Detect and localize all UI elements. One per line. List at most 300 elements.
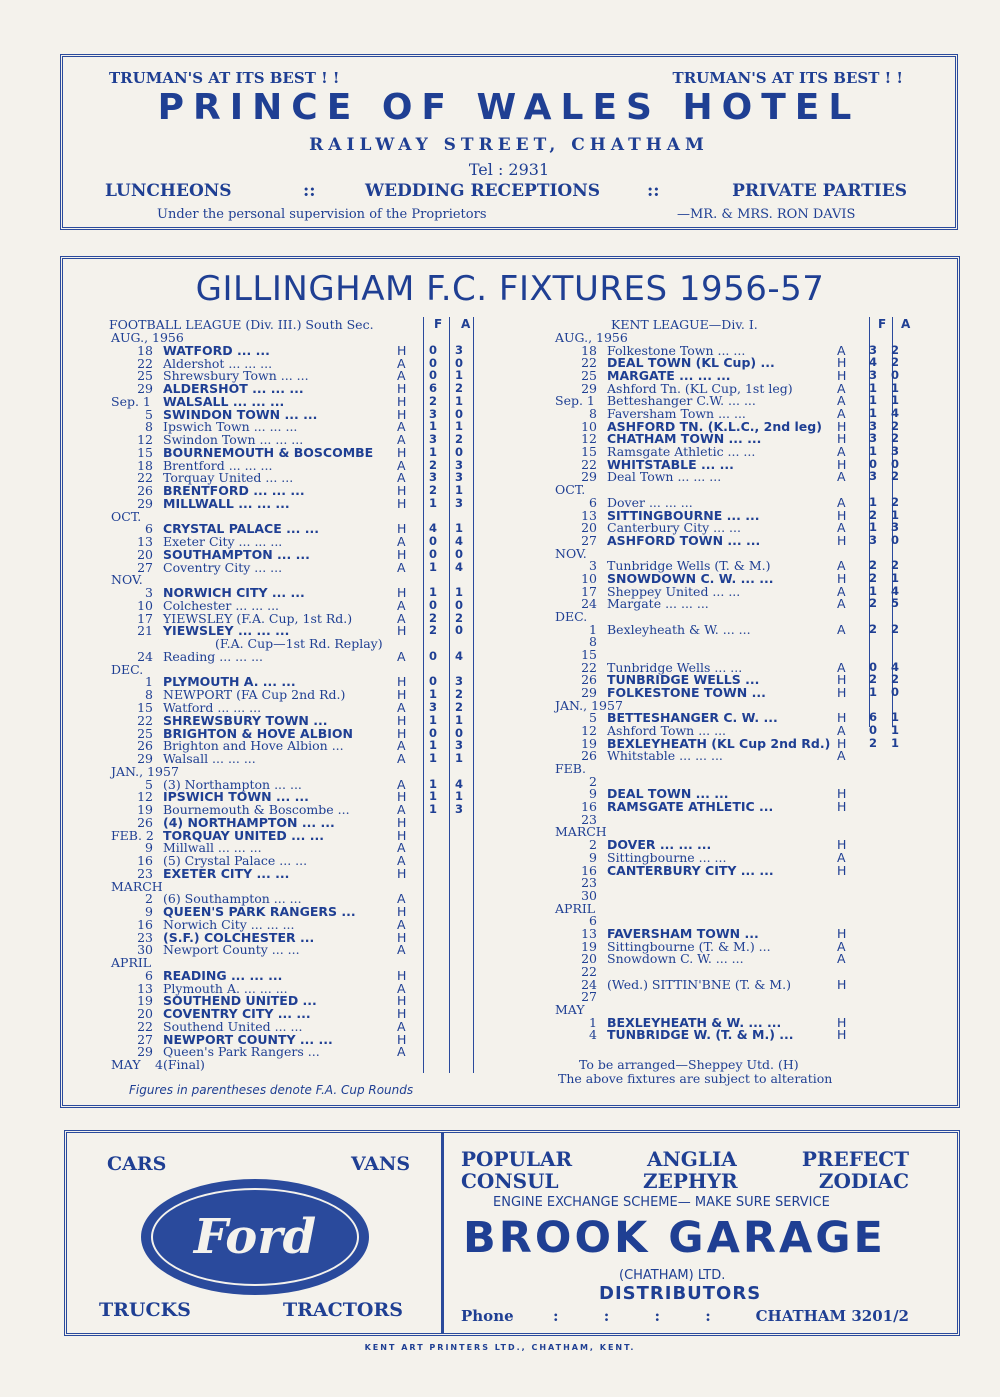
fixture-day: 22 xyxy=(137,470,153,486)
fixture-day: 20 xyxy=(581,520,597,536)
ford-logo-inner xyxy=(151,1188,359,1286)
fixture-month: OCT. xyxy=(555,482,586,498)
kent-league-heading: KENT LEAGUE—Div. I. xyxy=(611,317,758,332)
fixture-venue: A xyxy=(837,621,846,637)
engine-exchange: ENGINE EXCHANGE SCHEME— MAKE SURE SERVICE xyxy=(493,1195,830,1210)
fixture-opponent: Ashford Town ... ... xyxy=(607,723,727,739)
fixture-goals-for: 3 xyxy=(429,406,438,421)
fixture-row xyxy=(111,497,511,510)
fixture-opponent: BRIGHTON & HOVE ALBION xyxy=(163,725,353,741)
fixture-venue: H xyxy=(397,585,407,601)
fixture-goals-against: 0 xyxy=(455,725,464,740)
fixtures-title: GILLINGHAM F.C. FIXTURES 1956-57 xyxy=(195,269,825,309)
fixture-row xyxy=(111,1058,511,1071)
fixture-venue: H xyxy=(397,444,407,460)
phone-label: Phone xyxy=(461,1307,514,1325)
fixture-goals-for: 2 xyxy=(869,596,878,611)
fixture-day: 30 xyxy=(581,887,597,903)
fixture-goals-against: 0 xyxy=(891,368,900,383)
fixture-venue: H xyxy=(397,406,407,422)
fixture-goals-for: 3 xyxy=(869,418,878,433)
fixture-venue: A xyxy=(397,559,406,575)
fixture-goals-for: 1 xyxy=(869,520,878,535)
fixture-month: NOV. xyxy=(111,572,143,588)
fixture-goals-against: 2 xyxy=(455,432,464,447)
service-sep-1: :: xyxy=(303,181,316,201)
fixture-venue: H xyxy=(837,786,847,802)
fixture-opponent: Walsall ... ... ... xyxy=(163,751,256,767)
fixture-row xyxy=(111,816,511,829)
model-popular: POPULAR xyxy=(461,1147,573,1171)
fixture-goals-against: 1 xyxy=(455,521,464,536)
fixture-opponent: Torquay United ... ... xyxy=(163,470,294,486)
fixture-day: 26 xyxy=(581,672,597,688)
fixture-opponent: Ipswich Town ... ... ... xyxy=(163,419,298,435)
fixture-opponent: Queen's Park Rangers ... xyxy=(163,1044,320,1060)
fixture-row xyxy=(555,851,915,864)
fixture-month: JAN., 1957 xyxy=(555,697,623,713)
fixture-opponent: WALSALL ... ... ... xyxy=(163,393,285,409)
label-tractors: TRACTORS xyxy=(283,1299,403,1321)
fixture-venue: A xyxy=(397,1044,406,1060)
fixture-day: 18 xyxy=(137,457,153,473)
right-col-f: F xyxy=(878,317,887,331)
fixture-month: AUG., 1956 xyxy=(111,330,184,345)
fixture-venue: A xyxy=(837,520,846,536)
fixture-venue: H xyxy=(397,865,407,881)
fixture-month: APRIL xyxy=(111,955,152,971)
fixture-venue: A xyxy=(397,942,406,958)
fixture-opponent: TUNBRIDGE W. (T. & M.) ... xyxy=(607,1027,794,1043)
fixture-day: 24 xyxy=(137,648,153,664)
fixture-venue: A xyxy=(837,748,846,764)
fixture-goals-for: 2 xyxy=(869,507,878,522)
fixture-day: 27 xyxy=(581,989,597,1005)
fixture-goals-for: 0 xyxy=(429,546,438,561)
fixture-row xyxy=(555,648,915,661)
fixture-opponent: CANTERBURY CITY ... ... xyxy=(607,862,774,878)
fixture-goals-against: 2 xyxy=(891,355,900,370)
fixture-venue: H xyxy=(397,712,407,728)
fixture-goals-against: 2 xyxy=(891,621,900,636)
fixture-venue: H xyxy=(397,1031,407,1047)
fixture-row xyxy=(555,990,915,1003)
fixture-venue: H xyxy=(397,993,407,1009)
label-vans: VANS xyxy=(351,1153,411,1175)
fixture-goals-against: 1 xyxy=(891,723,900,738)
fixture-goals-against: 3 xyxy=(455,495,464,510)
fixture-row xyxy=(555,864,915,877)
fixture-venue: H xyxy=(397,904,407,920)
fixture-row xyxy=(111,650,511,663)
fixture-day: 5 xyxy=(145,776,153,792)
fixture-opponent: BOURNEMOUTH & BOSCOMBE xyxy=(163,444,374,460)
fixture-goals-against: 2 xyxy=(891,558,900,573)
fixture-opponent: Millwall ... ... ... xyxy=(163,840,262,856)
fixture-day: 23 xyxy=(581,811,597,827)
fixture-day: 17 xyxy=(137,610,153,626)
fixture-venue: A xyxy=(837,494,846,510)
fixture-day: 24 xyxy=(581,596,597,612)
fixture-day: 22 xyxy=(137,355,153,371)
fixture-goals-for: 1 xyxy=(429,559,438,574)
fixture-venue: A xyxy=(397,368,406,384)
fixture-goals-against: 0 xyxy=(455,623,464,638)
label-trucks: TRUCKS xyxy=(99,1299,191,1321)
fixture-goals-for: 2 xyxy=(869,735,878,750)
fixture-venue: A xyxy=(837,558,846,574)
fixture-goals-for: 1 xyxy=(869,380,878,395)
fixture-month: DEC. xyxy=(111,661,144,677)
fixture-opponent: BEXLEYHEATH & W. ... ... xyxy=(607,1014,782,1030)
fixture-opponent: IPSWICH TOWN ... ... xyxy=(163,789,309,805)
fixture-day: 22 xyxy=(581,456,597,472)
fixture-day: 13 xyxy=(137,534,153,550)
fixture-goals-against: 2 xyxy=(891,418,900,433)
fixture-goals-for: 6 xyxy=(429,381,438,396)
fixture-goals-against: 5 xyxy=(891,596,900,611)
fixture-day: 12 xyxy=(137,432,153,448)
fixture-day: 18 xyxy=(581,342,597,358)
fixture-goals-for: 4 xyxy=(869,355,878,370)
garage-divider xyxy=(441,1133,444,1333)
fixture-row xyxy=(555,978,915,991)
fixture-opponent: ALDERSHOT ... ... ... xyxy=(163,381,304,397)
fixture-day: 12 xyxy=(581,723,597,739)
fixture-opponent: FOLKESTONE TOWN ... xyxy=(607,685,766,700)
fixture-goals-for: 1 xyxy=(429,789,438,804)
fixture-row xyxy=(111,969,511,982)
fixture-opponent: (F.A. Cup—1st Rd. Replay) xyxy=(215,636,383,652)
fixture-goals-for: 2 xyxy=(429,623,438,638)
fixture-day: 20 xyxy=(581,951,597,967)
fixture-opponent: Plymouth A. ... ... ... xyxy=(163,980,288,996)
fixture-goals-for: 3 xyxy=(869,532,878,547)
fixture-day: 1 xyxy=(145,674,153,690)
fixture-venue: H xyxy=(837,456,847,472)
fixture-opponent: CRYSTAL PALACE ... ... xyxy=(163,521,319,537)
service-luncheons: LUNCHEONS xyxy=(105,181,232,201)
fixture-venue: H xyxy=(397,814,407,830)
fixture-opponent: Brighton and Hove Albion ... xyxy=(163,738,344,754)
fixture-goals-for: 1 xyxy=(869,444,878,459)
fixture-venue: H xyxy=(837,685,847,700)
fixture-opponent: Margate ... ... ... xyxy=(607,596,709,612)
hotel-tel: Tel : 2931 xyxy=(468,160,550,179)
fixture-day: 6 xyxy=(145,967,153,983)
hotel-advert xyxy=(60,54,958,230)
fixture-opponent: WHITSTABLE ... ... xyxy=(607,456,734,472)
fixture-opponent: Canterbury City ... ... xyxy=(607,520,741,536)
fixture-day: 2 xyxy=(589,773,597,789)
fixture-day: 1 xyxy=(589,1014,597,1030)
fixture-day: 30 xyxy=(137,942,153,958)
fixture-day: 29 xyxy=(137,381,153,397)
fixture-venue: H xyxy=(837,672,847,688)
fixture-opponent: QUEEN'S PARK RANGERS ... xyxy=(163,904,356,920)
fixture-month: OCT. xyxy=(111,508,142,524)
fixture-opponent: Deal Town ... ... ... xyxy=(607,469,722,485)
fixture-day: 3 xyxy=(589,558,597,574)
fixture-goals-against: 4 xyxy=(891,406,900,421)
fixture-opponent: COVENTRY CITY ... ... xyxy=(163,1006,311,1022)
fixture-day: 27 xyxy=(137,1031,153,1047)
fixture-day: 12 xyxy=(137,789,153,805)
fixture-opponent: Tunbridge Wells (T. & M.) xyxy=(607,558,771,574)
fixture-month: FEB. 2 xyxy=(111,827,154,843)
fixture-venue: A xyxy=(397,776,406,792)
fixture-venue: H xyxy=(397,929,407,945)
fixture-venue: H xyxy=(397,674,407,690)
fixture-opponent: Reading ... ... ... xyxy=(163,648,263,664)
fixture-day: 27 xyxy=(581,532,597,548)
fixture-goals-against: 3 xyxy=(455,738,464,753)
right-col-a: A xyxy=(901,317,911,331)
fixture-day: 23 xyxy=(137,929,153,945)
fixture-goals-for: 1 xyxy=(429,444,438,459)
fixture-opponent: (5) Crystal Palace ... ... xyxy=(163,853,308,869)
fixture-goals-against: 0 xyxy=(455,355,464,370)
fixture-day: 16 xyxy=(581,799,597,815)
fixture-venue: A xyxy=(397,738,406,754)
fixture-opponent: Bournemouth & Boscombe ... xyxy=(163,802,350,818)
fixture-venue: A xyxy=(397,980,406,996)
fixture-goals-for: 2 xyxy=(429,393,438,408)
fixture-goals-for: 6 xyxy=(869,710,878,725)
fixture-goals-against: 4 xyxy=(891,659,900,674)
fixture-day: 22 xyxy=(581,659,597,675)
fixture-venue: A xyxy=(397,853,406,869)
fixture-opponent: (Wed.) SITTIN'BNE (T. & M.) xyxy=(607,976,791,992)
fixture-goals-for: 3 xyxy=(869,368,878,383)
fixture-venue: H xyxy=(837,570,847,586)
fixture-venue: A xyxy=(837,583,846,599)
fixture-venue: A xyxy=(397,1018,406,1034)
fixture-venue: A xyxy=(837,342,846,358)
fixture-opponent: PLYMOUTH A. ... ... xyxy=(163,674,296,690)
fixture-venue: H xyxy=(837,735,847,751)
fixture-opponent: Snowdown C. W. ... ... xyxy=(607,951,744,967)
fixture-venue: A xyxy=(837,938,846,954)
fixture-opponent: Betteshanger C.W. ... ... xyxy=(607,393,756,409)
fixture-opponent: Newport County ... ... xyxy=(163,942,300,958)
fixture-opponent: SOUTHAMPTON ... ... xyxy=(163,546,310,562)
fixture-opponent: SWINDON TOWN ... ... xyxy=(163,406,318,422)
fixture-venue: A xyxy=(397,891,406,907)
fixture-venue: H xyxy=(397,827,407,843)
fixture-opponent: Brentford ... ... ... xyxy=(163,457,273,473)
fixture-venue: H xyxy=(397,393,407,409)
model-zodiac: ZODIAC xyxy=(818,1169,909,1193)
fixture-month: MAY xyxy=(111,1057,141,1073)
fixture-venue: H xyxy=(837,710,847,726)
fixture-goals-for: 0 xyxy=(869,723,878,738)
ford-logo-text: Ford xyxy=(193,1209,317,1265)
phone-number: CHATHAM 3201/2 xyxy=(755,1307,909,1325)
fixture-goals-against: 4 xyxy=(455,559,464,574)
fixture-row xyxy=(555,623,915,636)
fixture-row xyxy=(111,918,511,931)
fixture-opponent: Exeter City ... ... ... xyxy=(163,534,283,550)
fixture-day: 22 xyxy=(137,712,153,728)
fixture-day: 19 xyxy=(581,938,597,954)
fixture-opponent: (3) Northampton ... ... xyxy=(163,776,302,792)
fixture-day: 17 xyxy=(581,583,597,599)
fixture-goals-for: 1 xyxy=(429,419,438,434)
fixture-row xyxy=(555,965,915,978)
fixture-day: 5 xyxy=(145,406,153,422)
fixture-opponent: DEAL TOWN (KL Cup) ... xyxy=(607,355,775,371)
fixture-goals-for: 2 xyxy=(869,570,878,585)
football-league-heading: FOOTBALL LEAGUE (Div. III.) South Sec. xyxy=(109,317,374,332)
fixture-venue: A xyxy=(397,802,406,818)
fixture-venue: H xyxy=(397,546,407,562)
fixture-goals-for: 1 xyxy=(429,751,438,766)
fixture-venue: A xyxy=(397,432,406,448)
fixture-row xyxy=(111,867,511,880)
fixture-day: 6 xyxy=(145,521,153,537)
fixture-goals-against: 3 xyxy=(455,342,464,357)
fixture-goals-against: 0 xyxy=(455,597,464,612)
fixture-goals-for: 1 xyxy=(429,585,438,600)
fixture-goals-against: 1 xyxy=(455,393,464,408)
fixture-day: 16 xyxy=(581,862,597,878)
fixture-day: 3 xyxy=(145,585,153,601)
fixture-row xyxy=(555,635,915,648)
fixture-day: 8 xyxy=(145,687,153,703)
fixture-venue: A xyxy=(397,610,406,626)
fixture-opponent: (S.F.) COLCHESTER ... xyxy=(163,929,315,945)
fixture-day: 22 xyxy=(581,355,597,371)
fixture-goals-against: 0 xyxy=(455,444,464,459)
fixture-day: 16 xyxy=(137,853,153,869)
fixture-venue: H xyxy=(397,623,407,639)
fixture-day: 29 xyxy=(581,469,597,485)
fixture-opponent: BETTESHANGER C. W. ... xyxy=(607,710,778,726)
fixture-venue: A xyxy=(397,916,406,932)
fixture-opponent: Ashford Tn. (KL Cup, 1st leg) xyxy=(607,380,793,396)
fixture-venue: A xyxy=(397,597,406,613)
fixture-goals-for: 0 xyxy=(429,674,438,689)
fixture-goals-against: 1 xyxy=(455,751,464,766)
fixture-goals-against: 1 xyxy=(891,380,900,395)
fixture-venue: A xyxy=(837,723,846,739)
fixture-opponent: Swindon Town ... ... ... xyxy=(163,432,304,448)
fixture-venue: H xyxy=(397,967,407,983)
fixture-goals-for: 1 xyxy=(869,406,878,421)
fixture-day: 15 xyxy=(137,700,153,715)
fixture-venue: A xyxy=(837,393,846,409)
fixture-opponent: SITTINGBOURNE ... ... xyxy=(607,507,760,523)
fixture-row xyxy=(111,714,511,727)
printer-credit: KENT ART PRINTERS LTD., CHATHAM, KENT. xyxy=(364,1343,636,1352)
fixture-day: 9 xyxy=(145,840,153,856)
fixture-goals-for: 0 xyxy=(429,355,438,370)
fixture-goals-for: 1 xyxy=(429,712,438,727)
fixture-venue: A xyxy=(397,648,406,664)
fixture-goals-against: 1 xyxy=(455,712,464,727)
fixture-opponent: YIEWSLEY ... ... ... xyxy=(163,623,290,639)
fixture-day: 18 xyxy=(137,342,153,358)
fixture-goals-against: 1 xyxy=(891,570,900,585)
fixture-venue: H xyxy=(397,725,407,741)
fixture-goals-for: 1 xyxy=(429,802,438,817)
fixture-goals-for: 2 xyxy=(869,621,878,636)
hotel-address: RAILWAY STREET, CHATHAM xyxy=(309,135,709,155)
supervision-note: Under the personal supervision of the Proprietors xyxy=(157,207,487,222)
fixture-venue: H xyxy=(837,507,847,523)
fixture-venue: H xyxy=(397,789,407,805)
left-col-a: A xyxy=(461,317,471,331)
fixture-row xyxy=(111,548,511,561)
fixture-day: 2 xyxy=(589,837,597,853)
fixture-day: 8 xyxy=(589,634,597,650)
fixture-day: 1 xyxy=(589,621,597,637)
fixture-day: 8 xyxy=(589,406,597,422)
fixture-day: 26 xyxy=(581,748,597,764)
service-weddings: WEDDING RECEPTIONS xyxy=(365,181,601,201)
fixture-venue: H xyxy=(837,799,847,815)
fixture-opponent: (4) NORTHAMPTON ... ... xyxy=(163,814,335,830)
model-zephyr: ZEPHYR xyxy=(643,1169,738,1193)
fixture-opponent: NEWPORT (FA Cup 2nd Rd.) xyxy=(163,687,346,703)
fixture-goals-for: 3 xyxy=(869,342,878,357)
fixture-row xyxy=(555,1003,915,1016)
fixture-day: 22 xyxy=(581,963,597,979)
fixture-opponent: Bexleyheath & W. ... ... xyxy=(607,621,751,637)
fixture-day: 2 xyxy=(145,891,153,907)
fixture-day: 4 xyxy=(589,1027,597,1043)
fixture-goals-against: 3 xyxy=(455,457,464,472)
fixture-goals-against: 4 xyxy=(455,534,464,549)
fixture-day: 27 xyxy=(137,559,153,575)
fixture-goals-against: 0 xyxy=(891,685,900,699)
fixture-opponent: SOUTHEND UNITED ... xyxy=(163,993,317,1009)
fixture-goals-for: 0 xyxy=(429,368,438,383)
fixture-row xyxy=(555,470,915,483)
fixture-day: 25 xyxy=(137,725,153,741)
fixture-opponent: Sittingbourne (T. & M.) ... xyxy=(607,938,771,954)
fixture-day: 15 xyxy=(581,444,597,460)
fixture-goals-against: 1 xyxy=(455,585,464,600)
fixture-goals-against: 1 xyxy=(891,735,900,750)
fixture-row xyxy=(111,1020,511,1033)
fixture-opponent: Norwich City ... ... ... xyxy=(163,916,295,932)
fixture-row xyxy=(555,813,915,826)
fixture-opponent: Coventry City ... ... xyxy=(163,559,283,575)
fixture-opponent: Southend United ... ... xyxy=(163,1018,303,1034)
fixture-goals-for: 3 xyxy=(869,469,878,484)
fixture-opponent: Aldershot ... ... ... xyxy=(163,355,273,371)
fixture-venue: H xyxy=(397,342,407,358)
fixture-goals-for: 0 xyxy=(429,597,438,612)
fixture-goals-against: 2 xyxy=(891,672,900,687)
fixture-day: 5 xyxy=(589,710,597,726)
fixtures-panel xyxy=(60,256,960,1108)
fixture-goals-against: 0 xyxy=(891,532,900,547)
fixture-row xyxy=(555,800,915,813)
fixture-opponent: Whitstable ... ... ... xyxy=(607,748,723,764)
fixture-goals-against: 3 xyxy=(891,520,900,535)
fixture-day: 29 xyxy=(581,380,597,396)
model-consul: CONSUL xyxy=(461,1169,559,1193)
fixture-opponent: TUNBRIDGE WELLS ... xyxy=(607,672,760,688)
fixture-goals-for: 3 xyxy=(429,700,438,714)
fixture-row xyxy=(111,395,511,408)
fixture-opponent: Ramsgate Athletic ... ... xyxy=(607,444,756,460)
fixture-venue: A xyxy=(837,380,846,396)
fixture-row xyxy=(555,952,915,965)
